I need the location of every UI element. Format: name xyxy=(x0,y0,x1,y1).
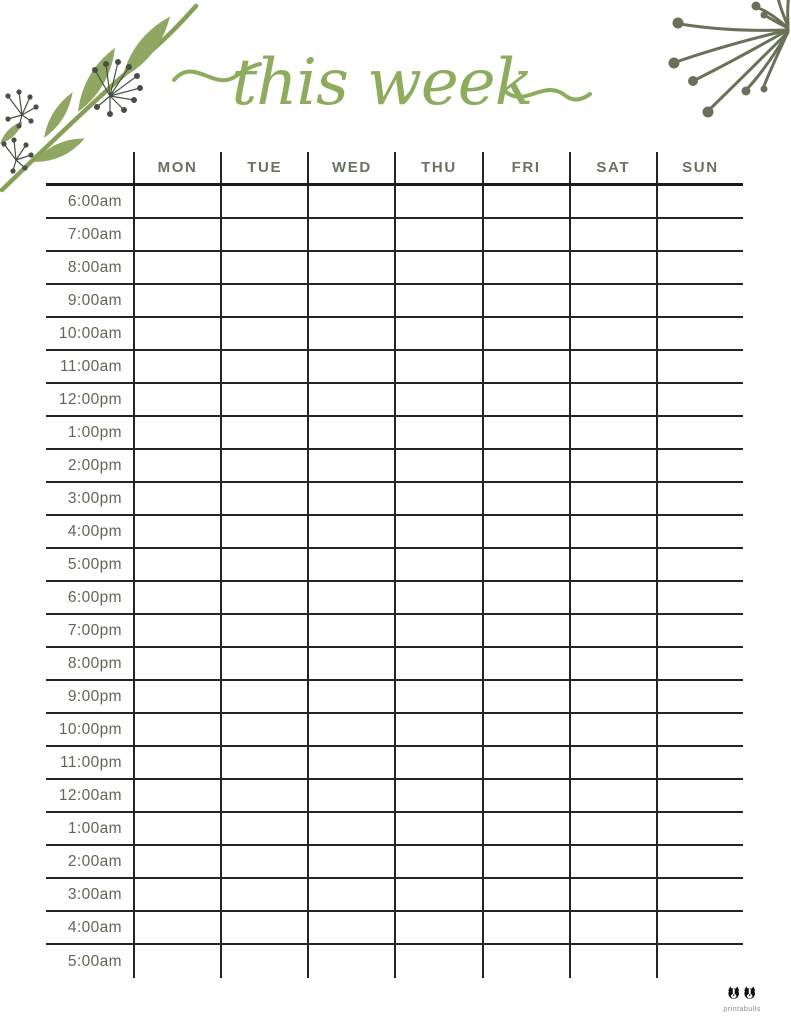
schedule-row xyxy=(46,516,743,549)
schedule-row xyxy=(46,813,743,846)
schedule-row xyxy=(46,351,743,384)
schedule-cell xyxy=(482,813,569,846)
schedule-cell xyxy=(656,285,743,318)
schedule-row xyxy=(46,615,743,648)
time-label: 11:00pm xyxy=(46,747,133,780)
schedule-row xyxy=(46,780,743,813)
schedule-cell xyxy=(220,483,307,516)
time-label: 7:00am xyxy=(46,219,133,252)
schedule-cell xyxy=(307,582,394,615)
schedule-cell xyxy=(569,681,656,714)
schedule-row xyxy=(46,450,743,483)
schedule-cell xyxy=(569,912,656,945)
schedule-cell xyxy=(133,681,220,714)
day-header-sun: SUN xyxy=(656,152,743,183)
schedule-cell xyxy=(220,912,307,945)
schedule-cell xyxy=(394,780,481,813)
schedule-cell xyxy=(656,648,743,681)
schedule-cell xyxy=(656,945,743,978)
schedule-cell xyxy=(307,219,394,252)
schedule-cell xyxy=(307,879,394,912)
day-header-fri: FRI xyxy=(482,152,569,183)
berry-sprig-decoration xyxy=(630,0,791,142)
schedule-cell xyxy=(394,351,481,384)
schedule-cell xyxy=(482,417,569,450)
schedule-cell xyxy=(656,615,743,648)
schedule-cell xyxy=(482,186,569,219)
schedule-cell xyxy=(482,912,569,945)
time-label: 3:00pm xyxy=(46,483,133,516)
schedule-cell xyxy=(220,186,307,219)
schedule-row xyxy=(46,285,743,318)
schedule-cell xyxy=(133,450,220,483)
schedule-cell xyxy=(394,945,481,978)
schedule-cell xyxy=(133,186,220,219)
schedule-cell xyxy=(656,450,743,483)
schedule-cell xyxy=(569,747,656,780)
schedule-cell xyxy=(133,747,220,780)
schedule-row xyxy=(46,714,743,747)
schedule-cell xyxy=(656,912,743,945)
schedule-cell xyxy=(656,384,743,417)
schedule-cell xyxy=(656,747,743,780)
schedule-cell xyxy=(482,285,569,318)
schedule-cell xyxy=(656,351,743,384)
schedule-row xyxy=(46,879,743,912)
schedule-cell xyxy=(482,252,569,285)
schedule-cell xyxy=(482,714,569,747)
time-label: 2:00am xyxy=(46,846,133,879)
weekly-schedule-table xyxy=(46,152,743,975)
schedule-cell xyxy=(569,780,656,813)
schedule-cell xyxy=(133,516,220,549)
page-title-text: this week xyxy=(231,46,533,120)
sprig-stems-icon xyxy=(676,0,789,110)
time-label: 9:00pm xyxy=(46,681,133,714)
schedule-cell xyxy=(133,582,220,615)
schedule-row xyxy=(46,846,743,879)
schedule-cell xyxy=(220,780,307,813)
schedule-cell xyxy=(482,747,569,780)
schedule-cell xyxy=(394,417,481,450)
schedule-cell xyxy=(482,945,569,978)
time-label: 1:00pm xyxy=(46,417,133,450)
schedule-cell xyxy=(220,219,307,252)
schedule-cell xyxy=(220,318,307,351)
schedule-cell xyxy=(656,813,743,846)
schedule-cell xyxy=(307,450,394,483)
schedule-cell xyxy=(394,219,481,252)
schedule-body xyxy=(46,186,743,978)
schedule-cell xyxy=(482,780,569,813)
schedule-cell xyxy=(394,714,481,747)
schedule-cell xyxy=(307,813,394,846)
schedule-cell xyxy=(394,912,481,945)
schedule-cell xyxy=(133,252,220,285)
schedule-row xyxy=(46,648,743,681)
schedule-cell xyxy=(569,714,656,747)
time-label: 6:00am xyxy=(46,186,133,219)
schedule-cell xyxy=(482,516,569,549)
schedule-cell xyxy=(394,516,481,549)
schedule-cell xyxy=(656,417,743,450)
schedule-cell xyxy=(307,549,394,582)
schedule-cell xyxy=(394,483,481,516)
schedule-cell xyxy=(482,318,569,351)
time-label: 8:00pm xyxy=(46,648,133,681)
day-header-sat: SAT xyxy=(569,152,656,183)
schedule-cell xyxy=(307,516,394,549)
schedule-cell xyxy=(482,681,569,714)
schedule-cell xyxy=(133,483,220,516)
schedule-cell xyxy=(394,285,481,318)
schedule-row xyxy=(46,681,743,714)
schedule-cell xyxy=(656,846,743,879)
schedule-cell xyxy=(482,648,569,681)
schedule-cell xyxy=(569,483,656,516)
brand-name: printabulls xyxy=(723,1004,761,1013)
schedule-cell xyxy=(307,648,394,681)
schedule-cell xyxy=(307,681,394,714)
time-label: 3:00am xyxy=(46,879,133,912)
time-label: 4:00am xyxy=(46,912,133,945)
schedule-cell xyxy=(569,945,656,978)
page-title xyxy=(170,14,594,140)
schedule-cell xyxy=(394,681,481,714)
schedule-cell xyxy=(220,384,307,417)
schedule-cell xyxy=(394,813,481,846)
schedule-cell xyxy=(656,252,743,285)
schedule-cell xyxy=(482,219,569,252)
schedule-cell xyxy=(482,351,569,384)
schedule-cell xyxy=(394,450,481,483)
schedule-cell xyxy=(220,285,307,318)
schedule-cell xyxy=(394,846,481,879)
schedule-cell xyxy=(307,846,394,879)
schedule-row xyxy=(46,186,743,219)
schedule-row xyxy=(46,747,743,780)
time-label: 5:00pm xyxy=(46,549,133,582)
schedule-cell xyxy=(656,318,743,351)
schedule-cell xyxy=(656,483,743,516)
schedule-cell xyxy=(569,549,656,582)
time-label: 2:00pm xyxy=(46,450,133,483)
schedule-cell xyxy=(394,318,481,351)
schedule-cell xyxy=(133,813,220,846)
schedule-cell xyxy=(133,219,220,252)
day-header-wed: WED xyxy=(307,152,394,183)
schedule-cell xyxy=(656,549,743,582)
schedule-cell xyxy=(569,615,656,648)
schedule-cell xyxy=(133,846,220,879)
schedule-cell xyxy=(656,582,743,615)
day-header-tue: TUE xyxy=(220,152,307,183)
day-header-thu: THU xyxy=(394,152,481,183)
schedule-cell xyxy=(307,186,394,219)
schedule-row xyxy=(46,912,743,945)
schedule-cell xyxy=(133,714,220,747)
schedule-cell xyxy=(307,285,394,318)
schedule-cell xyxy=(569,450,656,483)
schedule-cell xyxy=(482,846,569,879)
schedule-cell xyxy=(307,351,394,384)
schedule-cell xyxy=(133,549,220,582)
schedule-cell xyxy=(133,384,220,417)
schedule-cell xyxy=(133,648,220,681)
schedule-cell xyxy=(482,483,569,516)
time-label: 8:00am xyxy=(46,252,133,285)
time-label: 4:00pm xyxy=(46,516,133,549)
schedule-cell xyxy=(220,582,307,615)
schedule-cell xyxy=(569,582,656,615)
schedule-row xyxy=(46,483,743,516)
schedule-cell xyxy=(394,747,481,780)
schedule-cell xyxy=(220,252,307,285)
schedule-cell xyxy=(569,516,656,549)
time-label: 9:00am xyxy=(46,285,133,318)
schedule-row xyxy=(46,417,743,450)
bulldog-faces-icon xyxy=(727,986,757,1000)
schedule-cell xyxy=(569,252,656,285)
schedule-cell xyxy=(569,384,656,417)
schedule-cell xyxy=(394,615,481,648)
schedule-cell xyxy=(656,516,743,549)
schedule-cell xyxy=(133,417,220,450)
schedule-cell xyxy=(307,747,394,780)
day-header-row xyxy=(46,152,743,186)
schedule-cell xyxy=(133,351,220,384)
schedule-cell xyxy=(220,615,307,648)
schedule-cell xyxy=(394,252,481,285)
schedule-cell xyxy=(307,417,394,450)
schedule-cell xyxy=(220,681,307,714)
schedule-cell xyxy=(569,219,656,252)
schedule-cell xyxy=(220,516,307,549)
schedule-cell xyxy=(133,912,220,945)
schedule-cell xyxy=(569,351,656,384)
schedule-cell xyxy=(220,450,307,483)
schedule-cell xyxy=(220,945,307,978)
schedule-cell xyxy=(220,417,307,450)
schedule-cell xyxy=(394,879,481,912)
time-label: 5:00am xyxy=(67,952,122,970)
schedule-cell xyxy=(569,879,656,912)
schedule-row xyxy=(46,219,743,252)
schedule-cell xyxy=(220,813,307,846)
schedule-cell xyxy=(133,945,220,978)
schedule-cell xyxy=(220,351,307,384)
schedule-cell xyxy=(220,846,307,879)
schedule-cell xyxy=(307,318,394,351)
schedule-cell xyxy=(656,714,743,747)
schedule-cell xyxy=(569,285,656,318)
schedule-row xyxy=(46,945,743,978)
schedule-cell xyxy=(307,252,394,285)
schedule-cell xyxy=(133,879,220,912)
schedule-cell xyxy=(307,384,394,417)
schedule-cell xyxy=(133,615,220,648)
schedule-cell xyxy=(220,714,307,747)
schedule-cell xyxy=(133,285,220,318)
schedule-cell xyxy=(394,549,481,582)
schedule-row xyxy=(46,384,743,417)
time-label: 7:00pm xyxy=(46,615,133,648)
schedule-cell xyxy=(307,912,394,945)
schedule-cell xyxy=(307,483,394,516)
schedule-cell xyxy=(656,681,743,714)
schedule-row xyxy=(46,549,743,582)
day-header-mon: MON xyxy=(133,152,220,183)
schedule-cell xyxy=(394,582,481,615)
schedule-cell xyxy=(569,846,656,879)
schedule-cell xyxy=(656,186,743,219)
time-label: 10:00am xyxy=(46,318,133,351)
schedule-cell xyxy=(569,648,656,681)
time-label: 10:00pm xyxy=(46,714,133,747)
brand-logo xyxy=(710,986,774,1013)
time-label: 12:00am xyxy=(46,780,133,813)
schedule-cell xyxy=(482,582,569,615)
schedule-cell xyxy=(133,318,220,351)
schedule-cell xyxy=(220,648,307,681)
schedule-cell xyxy=(656,879,743,912)
schedule-cell xyxy=(482,879,569,912)
schedule-cell xyxy=(307,615,394,648)
schedule-cell xyxy=(394,648,481,681)
schedule-cell xyxy=(656,780,743,813)
schedule-row xyxy=(46,252,743,285)
schedule-cell xyxy=(569,813,656,846)
schedule-cell xyxy=(133,780,220,813)
schedule-cell xyxy=(220,747,307,780)
time-label: 6:00pm xyxy=(46,582,133,615)
schedule-cell xyxy=(482,549,569,582)
schedule-cell xyxy=(482,615,569,648)
schedule-row xyxy=(46,582,743,615)
schedule-row xyxy=(46,318,743,351)
schedule-cell xyxy=(482,384,569,417)
schedule-cell xyxy=(569,417,656,450)
schedule-cell xyxy=(569,318,656,351)
time-label: 1:00am xyxy=(46,813,133,846)
time-label: 11:00am xyxy=(46,351,133,384)
schedule-cell xyxy=(307,945,394,978)
schedule-cell xyxy=(220,549,307,582)
schedule-cell xyxy=(569,186,656,219)
schedule-cell xyxy=(307,714,394,747)
schedule-cell xyxy=(394,186,481,219)
schedule-cell xyxy=(220,879,307,912)
time-column-spacer xyxy=(46,152,133,183)
schedule-cell xyxy=(394,384,481,417)
time-label: 12:00pm xyxy=(46,384,133,417)
schedule-cell xyxy=(482,450,569,483)
schedule-cell xyxy=(307,780,394,813)
schedule-cell xyxy=(656,219,743,252)
